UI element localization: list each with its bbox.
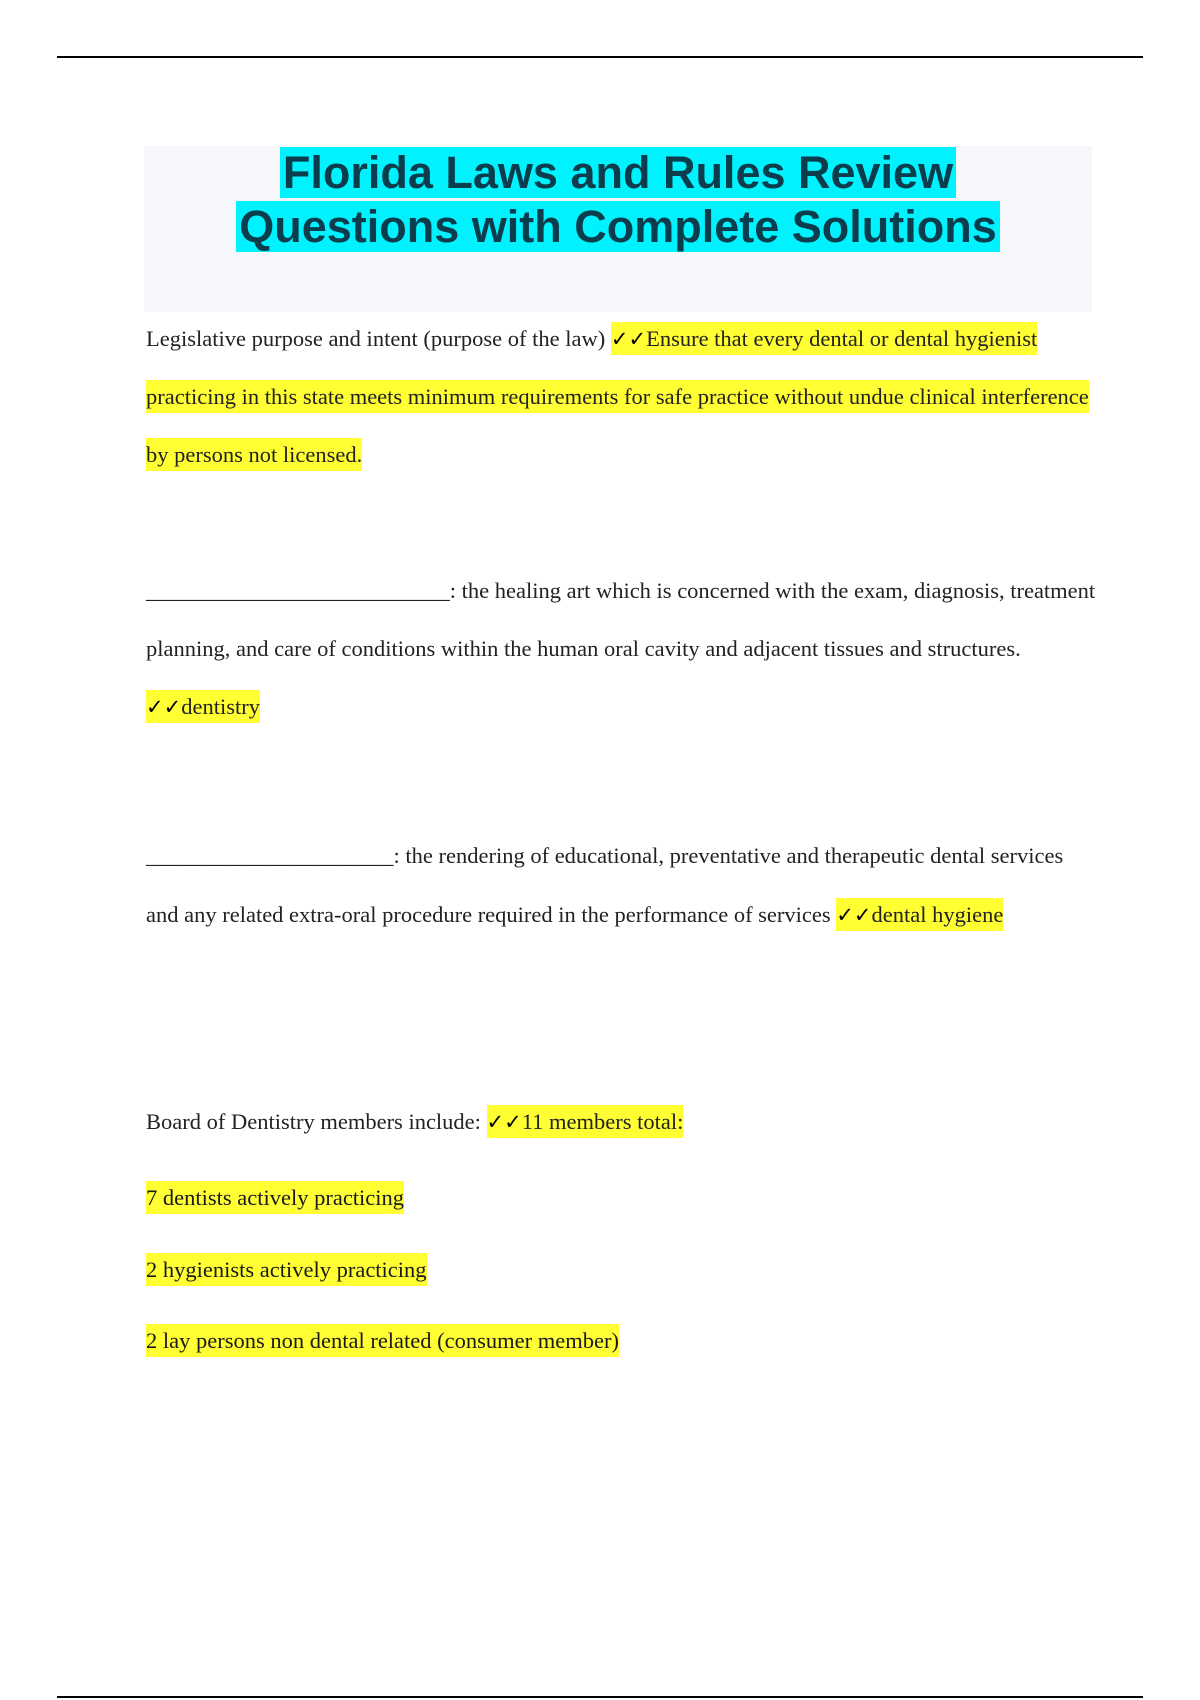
header-rule bbox=[57, 56, 1143, 58]
title-line-2: Questions with Complete Solutions bbox=[236, 201, 1000, 252]
document-title bbox=[144, 146, 1092, 254]
qa-item-dentistry bbox=[146, 562, 1096, 736]
list-item bbox=[146, 1178, 404, 1218]
answer-text: dentistry bbox=[181, 694, 260, 719]
answer-highlight bbox=[146, 690, 260, 723]
list-item bbox=[146, 1321, 619, 1361]
answer-highlight bbox=[487, 1105, 684, 1138]
question-text: : the healing art which is concerned with the exam, diagnosis, treatment planning, and care of conditions within the human oral cavity and adjacent tissues and structures. bbox=[146, 578, 1096, 661]
qa-item-legislative-purpose bbox=[146, 310, 1096, 484]
list-item-text: 2 hygienists actively practicing bbox=[146, 1253, 427, 1286]
list-item bbox=[146, 1250, 427, 1290]
title-banner bbox=[144, 146, 1092, 312]
check-mark-icon: ✓✓ bbox=[486, 1110, 522, 1134]
title-line-1: Florida Laws and Rules Review bbox=[280, 147, 956, 198]
qa-item-dental-hygiene bbox=[146, 826, 1096, 945]
fill-in-blank: ______________________ bbox=[146, 843, 394, 868]
check-mark-icon: ✓✓ bbox=[146, 695, 182, 719]
question-text: Legislative purpose and intent (purpose of the law) bbox=[146, 326, 606, 351]
answer-text: Ensure that every dental or dental hygienist practicing in this state meets minimum requirements for safe practice without undue clinical interference by persons not licensed. bbox=[146, 326, 1089, 467]
footer-rule bbox=[57, 1696, 1143, 1698]
check-mark-icon: ✓✓ bbox=[610, 327, 647, 351]
list-item-text: 7 dentists actively practicing bbox=[146, 1181, 404, 1214]
question-text: Board of Dentistry members include: bbox=[146, 1109, 481, 1134]
answer-text: dental hygiene bbox=[871, 902, 1004, 927]
question-text: : the rendering of educational, preventative and therapeutic dental services and any related extra-oral procedure required in the performance of services bbox=[146, 843, 1064, 927]
qa-item-board-members bbox=[146, 1092, 1096, 1152]
list-item-text: 2 lay persons non dental related (consumer member) bbox=[146, 1324, 619, 1357]
answer-text: 11 members total: bbox=[521, 1109, 684, 1134]
check-mark-icon: ✓✓ bbox=[836, 903, 872, 927]
fill-in-blank: ___________________________ bbox=[146, 578, 450, 603]
answer-highlight bbox=[836, 898, 1003, 931]
